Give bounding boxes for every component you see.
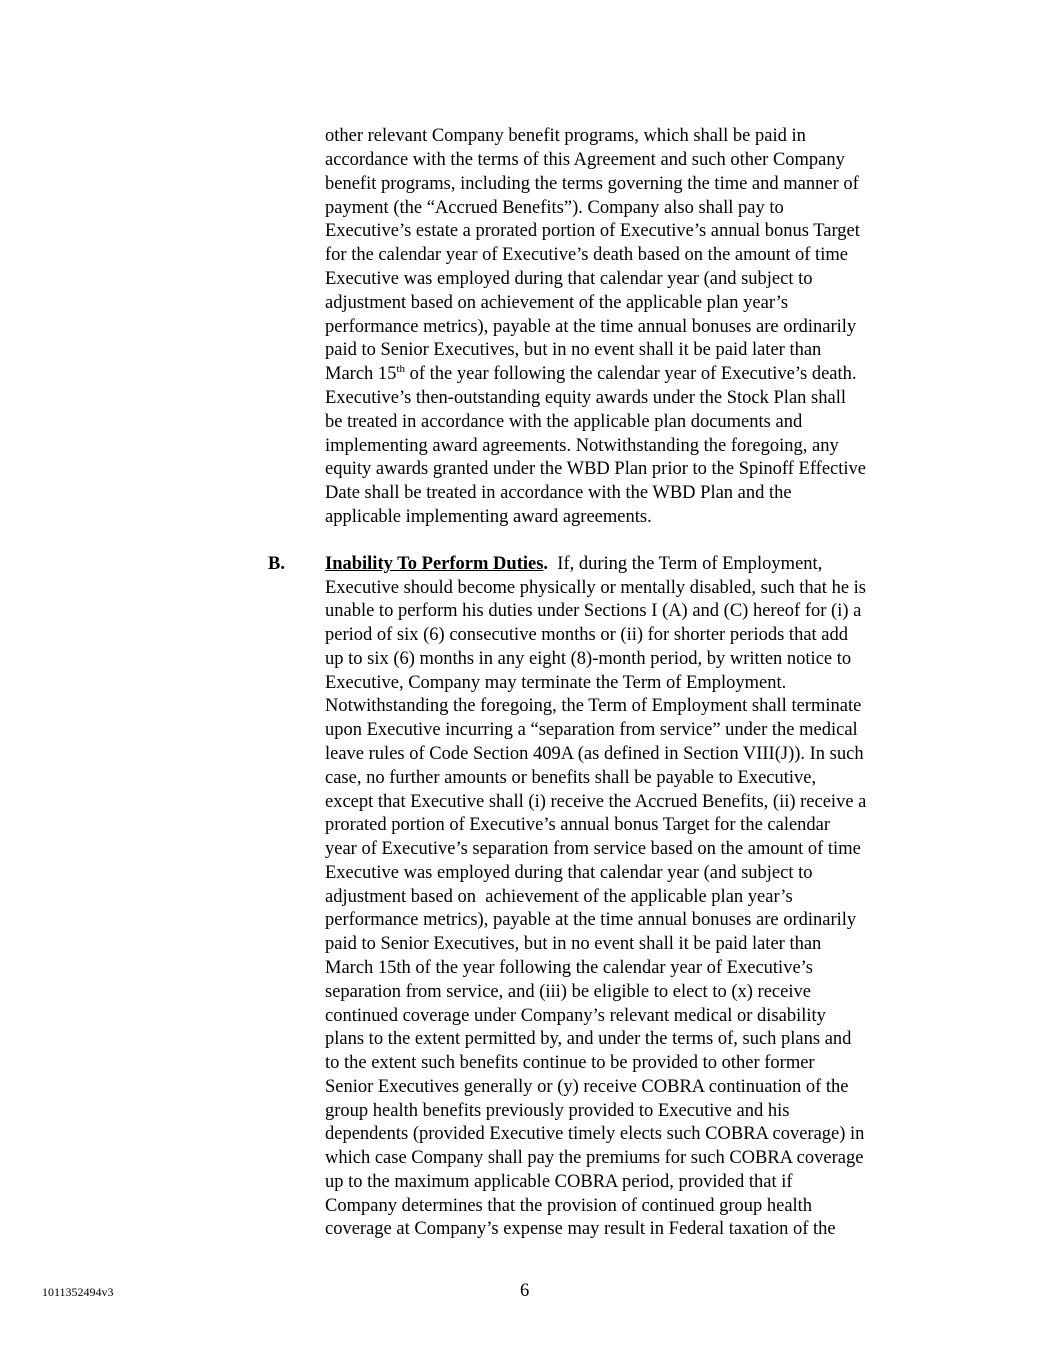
march-line-rest: of the year following the calendar year of Executive’s death. <box>404 364 857 384</box>
text-line: period of six (6) consecutive months or (ii) for shorter periods that add <box>325 625 849 645</box>
text-line: continued coverage under Company’s relevant medical or disability <box>325 1006 826 1026</box>
text-line: dependents (provided Executive timely elects such COBRA coverage) in <box>325 1124 865 1144</box>
text-line: leave rules of Code Section 409A (as defined in Section VIII(J)). In such <box>325 744 864 764</box>
text-line: Company determines that the provision of continued group health <box>325 1196 813 1216</box>
document-id: 1011352494v3 <box>42 1285 114 1299</box>
text-line: coverage at Company’s expense may result in Federal taxation of the <box>325 1219 836 1239</box>
text-line: implementing award agreements. Notwithstanding the foregoing, any <box>325 436 839 456</box>
section-letter: B. <box>268 554 285 574</box>
text-line: performance metrics), payable at the time annual bonuses are ordinarily <box>325 317 857 337</box>
text-line: except that Executive shall (i) receive the Accrued Benefits, (ii) receive a <box>325 792 867 812</box>
text-line: for the calendar year of Executive’s death based on the amount of time <box>325 245 848 265</box>
page-number: 6 <box>520 1281 530 1301</box>
text-line: equity awards granted under the WBD Plan prior to the Spinoff Effective <box>325 459 866 479</box>
section-heading: Inability To Perform Duties <box>325 554 544 574</box>
text-line: March 15th of the year following the calendar year of Executive’s <box>325 958 814 978</box>
text-line: up to the maximum applicable COBRA period, provided that if <box>325 1172 793 1192</box>
text-line: prorated portion of Executive’s annual bonus Target for the calendar <box>325 815 831 835</box>
text-line: benefit programs, including the terms governing the time and manner of <box>325 174 859 194</box>
text-line: be treated in accordance with the applicable plan documents and <box>325 412 803 432</box>
text-line: performance metrics), payable at the time annual bonuses are ordinarily <box>325 910 857 930</box>
text-line: group health benefits previously provided to Executive and his <box>325 1101 790 1121</box>
text-line: case, no further amounts or benefits shall be payable to Executive, <box>325 768 817 788</box>
first-line-text: If, during the Term of Employment, <box>548 554 823 574</box>
text-line: applicable implementing award agreements. <box>325 507 652 527</box>
text-line: Executive was employed during that calendar year (and subject to <box>325 863 813 883</box>
text-line: separation from service, and (iii) be eligible to elect to (x) receive <box>325 982 811 1002</box>
text-line: Executive was employed during that calendar year (and subject to <box>325 269 813 289</box>
text-line-march <box>325 363 857 387</box>
text-line: adjustment based on achievement of the applicable plan year’s <box>325 887 793 907</box>
text-line: Date shall be treated in accordance with the WBD Plan and the <box>325 483 792 503</box>
text-line: paid to Senior Executives, but in no event shall it be paid later than <box>325 340 822 360</box>
heading-period: . <box>543 554 549 574</box>
text-line: paid to Senior Executives, but in no event shall it be paid later than <box>325 934 822 954</box>
text-line: year of Executive’s separation from service based on the amount of time <box>325 839 861 859</box>
text-line: adjustment based on achievement of the applicable plan year’s <box>325 293 789 313</box>
march-date: March 15 <box>325 364 397 384</box>
text-line: Executive, Company may terminate the Term of Employment. <box>325 673 787 693</box>
text-line: plans to the extent permitted by, and under the terms of, such plans and <box>325 1029 852 1049</box>
text-line: to the extent such benefits continue to be provided to other former <box>325 1053 815 1073</box>
text-line: other relevant Company benefit programs, which shall be paid in <box>325 126 806 146</box>
text-line: up to six (6) months in any eight (8)-month period, by written notice to <box>325 649 852 669</box>
text-line: Executive’s then-outstanding equity awards under the Stock Plan shall <box>325 388 846 408</box>
text-line: Executive should become physically or mentally disabled, such that he is <box>325 578 866 598</box>
text-line: Executive’s estate a prorated portion of Executive’s annual bonus Target <box>325 221 860 241</box>
text-line: upon Executive incurring a “separation from service” under the medical <box>325 720 858 740</box>
text-line: which case Company shall pay the premiums for such COBRA coverage <box>325 1148 864 1168</box>
text-line: accordance with the terms of this Agreement and such other Company <box>325 150 845 170</box>
text-line: payment (the “Accrued Benefits”). Company also shall pay to <box>325 198 784 218</box>
text-line: Notwithstanding the foregoing, the Term of Employment shall terminate <box>325 696 862 716</box>
text-line: unable to perform his duties under Sections I (A) and (C) hereof for (i) a <box>325 601 862 621</box>
text-line: Senior Executives generally or (y) receive COBRA continuation of the <box>325 1077 849 1097</box>
ordinal-suffix: th <box>396 362 405 375</box>
section-b-first-line <box>325 553 822 577</box>
